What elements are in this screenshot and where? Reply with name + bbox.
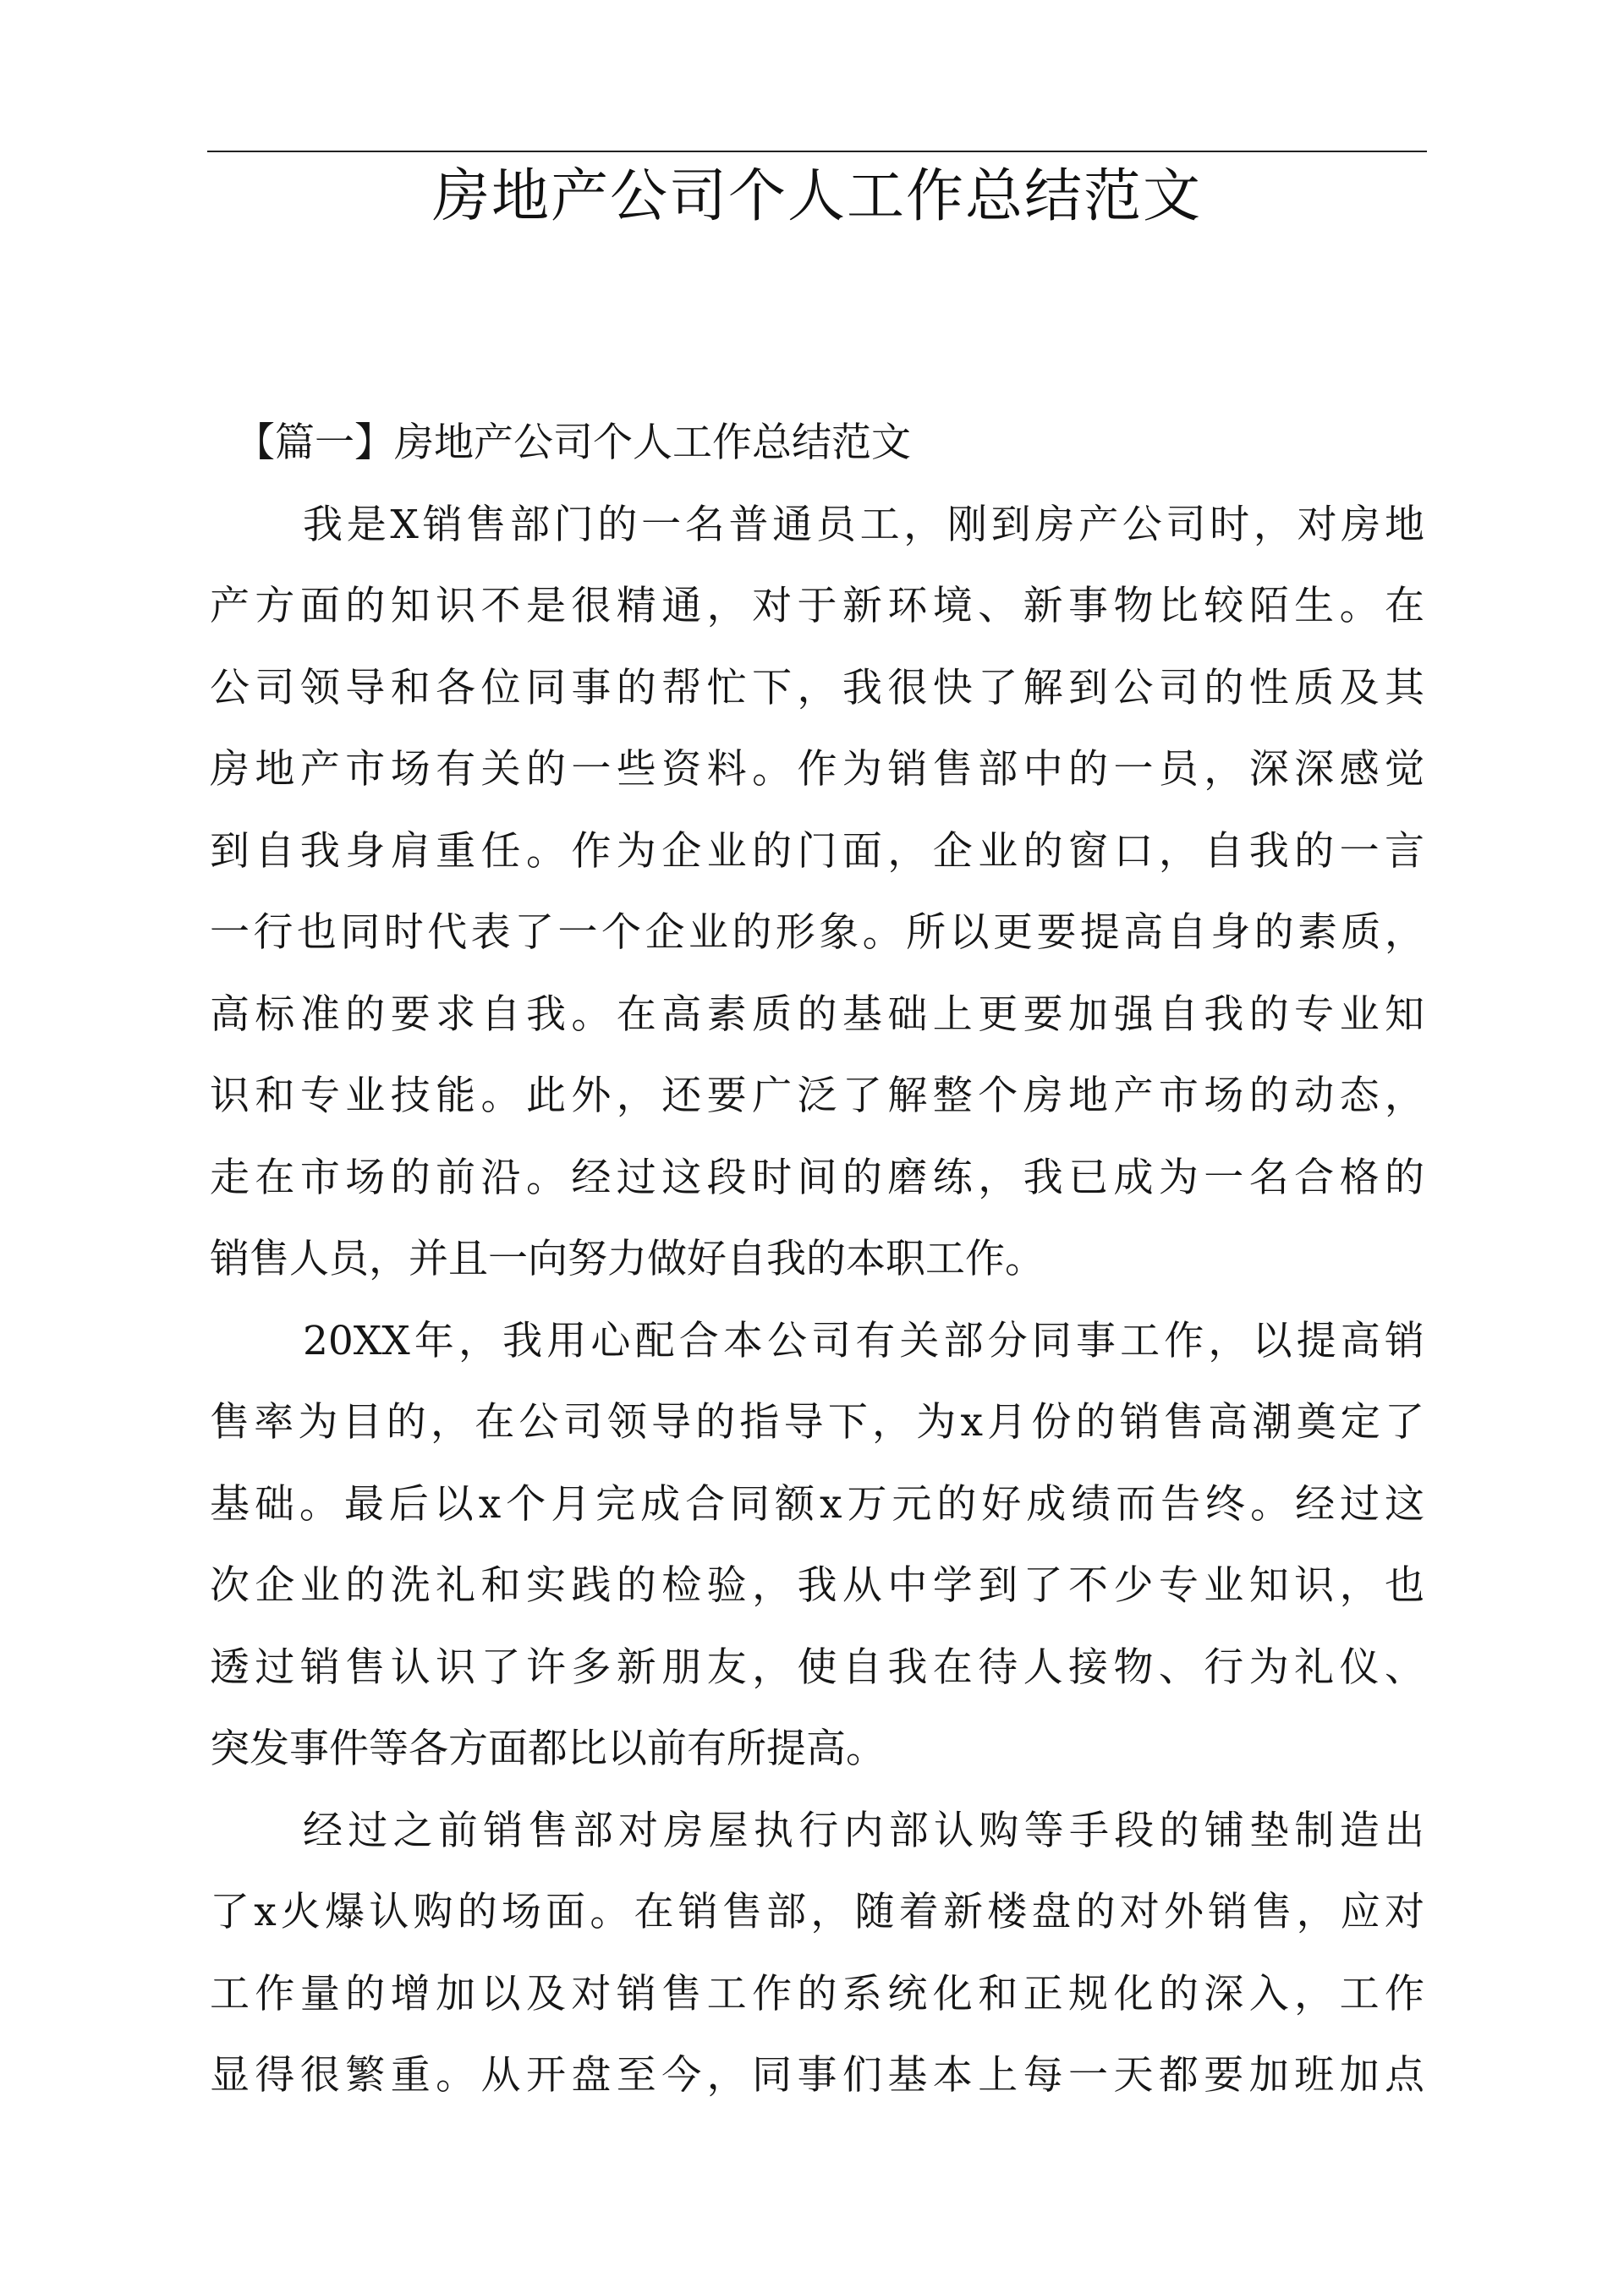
- paragraph-line: 了x火爆认购的场面。在销售部，随着新楼盘的对外销售，应对: [210, 1889, 1424, 1935]
- paragraph-line: 工作量的增加以及对销售工作的系统化和正规化的深入，工作: [210, 1970, 1424, 2017]
- paragraph-line: 20XX年，我用心配合本公司有关部分同事工作，以提高销: [303, 1317, 1424, 1364]
- paragraph-line: 透过销售认识了许多新朋友，使自我在待人接物、行为礼仪、: [210, 1644, 1424, 1691]
- paragraph-line: 显得很繁重。从开盘至今，同事们基本上每一天都要加班加点: [210, 2052, 1424, 2099]
- paragraph-line: 我是X销售部门的一名普通员工，刚到房产公司时，对房地: [303, 501, 1424, 548]
- paragraph-line: 基础。最后以x个月完成合同额x万元的好成绩而告终。经过这: [210, 1480, 1424, 1528]
- paragraph: [210, 1301, 1424, 1791]
- paragraph-line: 经过之前销售部对房屋执行内部认购等手段的铺垫制造出: [303, 1807, 1424, 1854]
- paragraph-line: 房地产市场有关的一些资料。作为销售部中的一员，深深感觉: [210, 746, 1424, 793]
- paragraph-line: 公司领导和各位同事的帮忙下，我很快了解到公司的性质及其: [210, 664, 1424, 711]
- document-body: [210, 403, 1424, 2117]
- paragraph-line: 走在市场的前沿。经过这段时间的磨练，我已成为一名合格的: [210, 1154, 1424, 1201]
- paragraph: [210, 485, 1424, 1301]
- paragraph-line: 销售人员，并且一向努力做好自我的本职工作。: [210, 1236, 1045, 1282]
- paragraph-line: 到自我身肩重任。作为企业的门面，企业的窗口，自我的一言: [210, 827, 1424, 875]
- paragraph-line: 产方面的知识不是很精通，对于新环境、新事物比较陌生。在: [210, 583, 1424, 629]
- paragraph-line: 售率为目的，在公司领导的指导下，为x月份的销售高潮奠定了: [210, 1399, 1424, 1446]
- header-rule: [207, 151, 1427, 152]
- section-heading: 【篇一】房地产公司个人工作总结范文: [235, 420, 911, 466]
- paragraph: [210, 1791, 1424, 2117]
- paragraph-line: 次企业的洗礼和实践的检验，我从中学到了不少专业知识，也: [210, 1562, 1424, 1609]
- paragraph-line: 一行也同时代表了一个企业的形象。所以更要提高自身的素质，: [210, 909, 1424, 956]
- paragraph-line: 突发事件等各方面都比以前有所提高。: [210, 1726, 886, 1772]
- page-title: 房地产公司个人工作总结范文: [431, 163, 1202, 230]
- paragraph-line: 识和专业技能。此外，还要广泛了解整个房地产市场的动态，: [210, 1073, 1424, 1119]
- paragraph-line: 高标准的要求自我。在高素质的基础上更要加强自我的专业知: [210, 991, 1424, 1038]
